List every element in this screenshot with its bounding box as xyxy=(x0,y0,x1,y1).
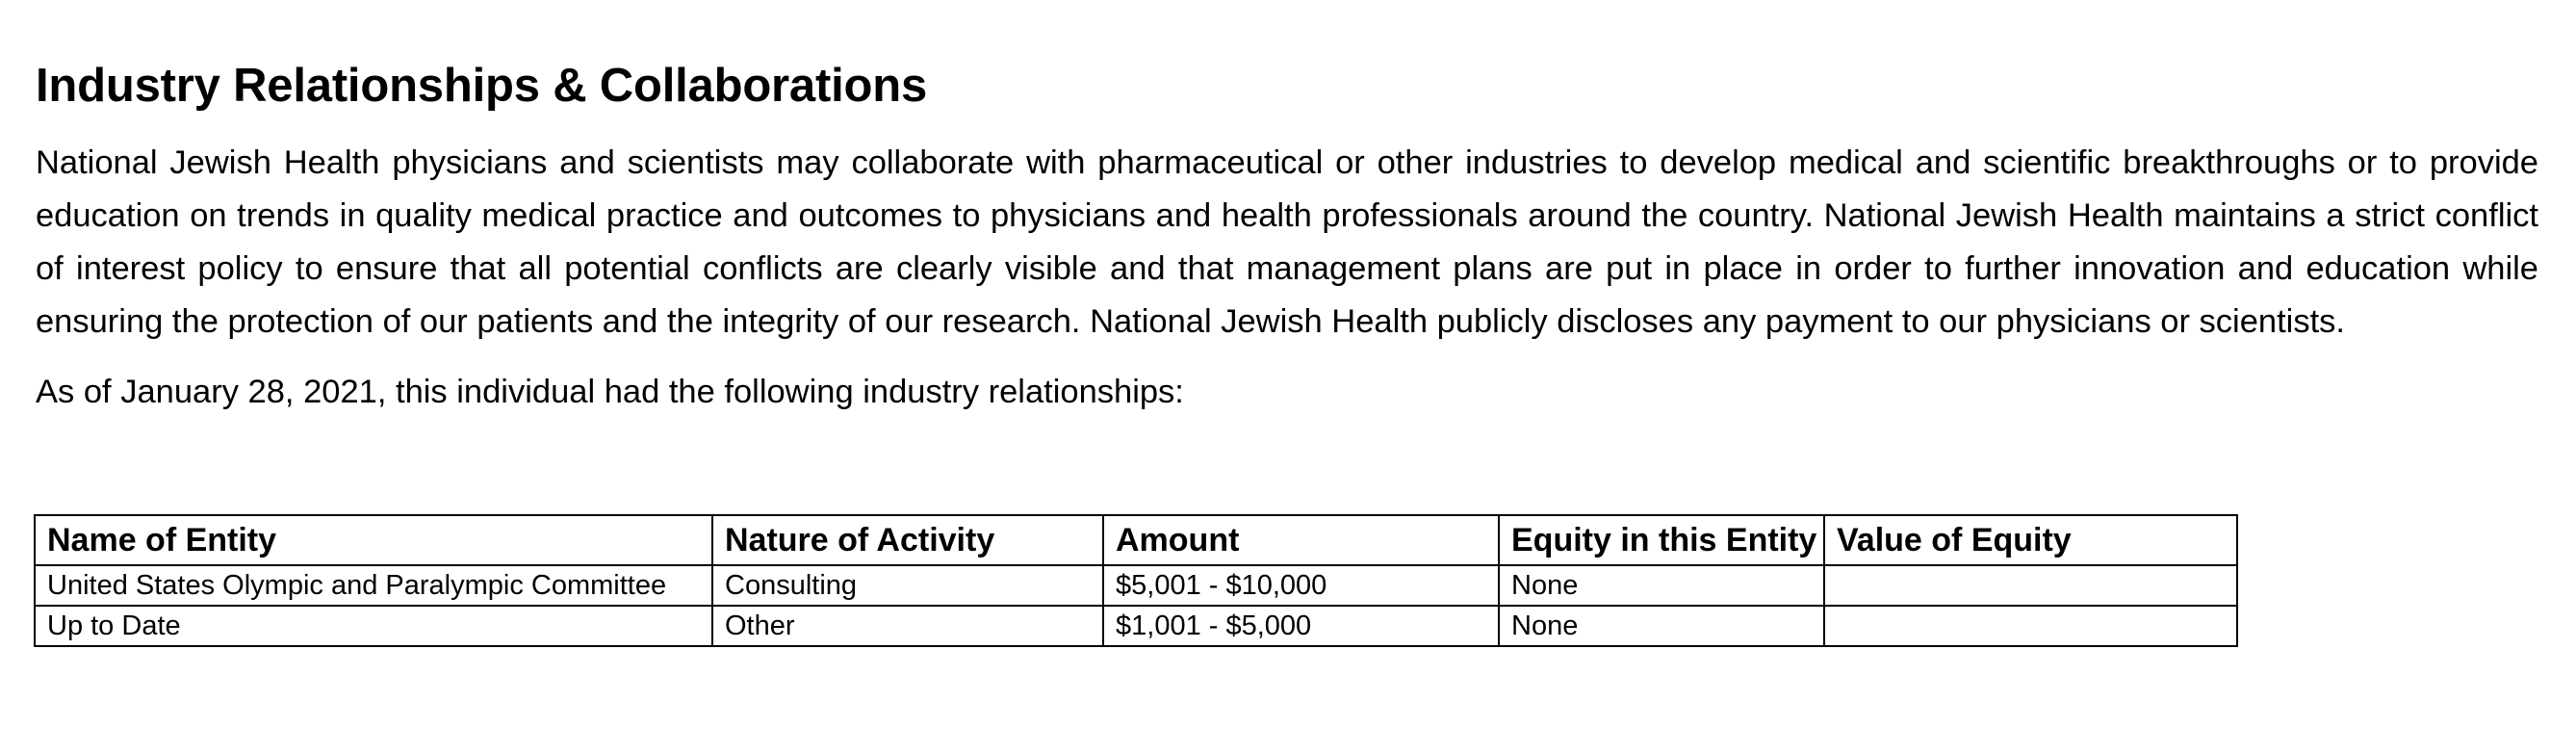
page-title: Industry Relationships & Collaborations xyxy=(36,60,928,112)
column-header-amount: Amount xyxy=(1103,515,1499,565)
cell-equity-value xyxy=(1824,565,2237,606)
table-row xyxy=(35,606,2237,646)
column-header-equity: Equity in this Entity xyxy=(1499,515,1824,565)
cell-amount: $5,001 - $10,000 xyxy=(1103,565,1499,606)
cell-equity-value xyxy=(1824,606,2237,646)
column-header-equity-value: Value of Equity xyxy=(1824,515,2237,565)
as-of-statement: As of January 28, 2021, this individual had the following industry relationships: xyxy=(36,374,1184,410)
cell-equity: None xyxy=(1499,565,1824,606)
column-header-activity: Nature of Activity xyxy=(712,515,1103,565)
cell-activity: Consulting xyxy=(712,565,1103,606)
table-header-row xyxy=(35,515,2237,565)
table-row xyxy=(35,565,2237,606)
cell-entity: Up to Date xyxy=(35,606,712,646)
cell-activity: Other xyxy=(712,606,1103,646)
industry-relationships-table xyxy=(34,514,2238,647)
column-header-entity: Name of Entity xyxy=(35,515,712,565)
intro-paragraph: National Jewish Health physicians and scientists may collaborate with pharmaceutical or other industries to develop medical and scientific breakthroughs or to provide education on trends in quality medical practice and outcomes to physicians and health professionals around the country. National Jewish Health maintains a strict conflict of interest policy to ensure that all potential conflicts are clearly visible and that management plans are put in place in order to further innovation and education while ensuring the protection of our patients and the integrity of our research. National Jewish Health publicly discloses any payment to our physicians or scientists. xyxy=(36,144,2538,340)
disclosure-document xyxy=(36,54,2538,641)
cell-amount: $1,001 - $5,000 xyxy=(1103,606,1499,646)
cell-equity: None xyxy=(1499,606,1824,646)
cell-entity: United States Olympic and Paralympic Committee xyxy=(35,565,712,606)
